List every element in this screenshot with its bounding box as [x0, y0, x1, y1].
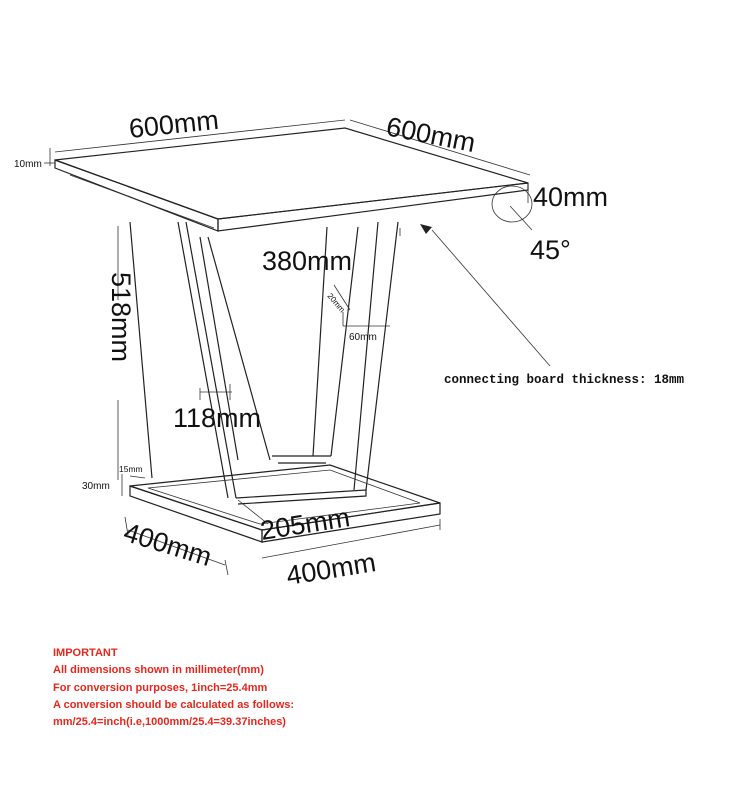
leg-gap-label: 20mm	[325, 291, 347, 315]
note-line-3: A conversion should be calculated as follows:	[53, 698, 295, 711]
base-inner-label: 205mm	[258, 502, 352, 546]
top-edge-label: 10mm	[14, 159, 42, 170]
top-thickness-label: 40mm	[533, 182, 609, 212]
note-line-2: For conversion purposes, 1inch=25.4mm	[53, 681, 268, 694]
dimension-labels	[14, 105, 685, 591]
connecting-board-label: connecting board thickness: 18mm	[444, 373, 685, 387]
top-width-label: 600mm	[127, 104, 221, 144]
base-thickness-label: 30mm	[82, 481, 110, 492]
base-width-label: 400mm	[284, 547, 378, 591]
inner-width-label: 380mm	[262, 246, 353, 276]
important-notes	[53, 645, 383, 731]
bevel-angle-label: 45°	[530, 235, 571, 265]
base-depth-label: 400mm	[120, 517, 216, 573]
top-depth-label: 600mm	[383, 111, 478, 159]
leg-offset-label: 118mm	[173, 403, 262, 433]
height-label: 518mm	[106, 272, 136, 363]
note-line-4: mm/25.4=inch(i.e,1000mm/25.4=39.37inches)	[53, 716, 286, 729]
leg-width-label: 60mm	[349, 332, 377, 343]
base-edge-label: 15mm	[119, 464, 143, 474]
note-heading: IMPORTANT	[53, 647, 118, 659]
note-line-1: All dimensions shown in millimeter(mm)	[53, 664, 264, 677]
